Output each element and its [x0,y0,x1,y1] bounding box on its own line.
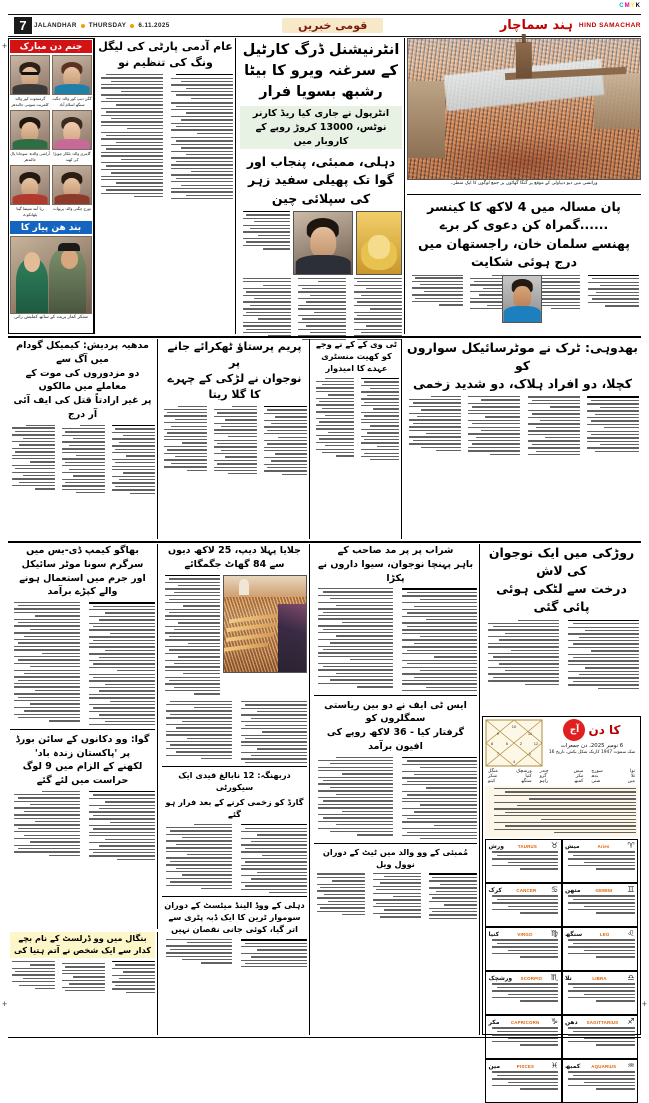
zodiac-name-ur: میش [565,842,580,850]
separator-dot-icon [130,24,134,28]
birthday-kid [52,55,92,108]
brand-english: HIND SAMACHAR [578,22,641,29]
libra-icon: ♎ [627,973,635,983]
svg-text:11: 11 [527,731,533,736]
sidebar-birthday-panel [8,38,94,334]
birthday-kid [10,165,50,218]
tv-vijay-headline: ٹی وی کے کے نے وجے کو کھیت منسٹری عہدے کا امیدوار [316,339,397,373]
zodiac-cell[interactable] [562,927,639,971]
odisha-headline-2: نوجوان نے لڑکی کے چہرے کا گلا ریتا [167,371,302,401]
mp-headline-1: مدھیہ پردیش: کیمیکل گودام میں آگ سے [16,340,149,365]
zodiac-name-en: CAPRICORN [510,1019,540,1025]
darbhanga-body [162,824,307,892]
planet-label: شکر [488,774,497,779]
planet-label: منگل [488,769,498,774]
roorkee-story [482,544,641,714]
svg-text:6: 6 [505,741,509,746]
astro-date: 6 نومبر 2025، دن جمعرات [560,743,624,749]
goa-headline-1: گوا: وو دکانوں کے سائن بورڈ پر 'پاکستان زندہ باد' [15,733,150,759]
crop-mark-right-bottom: + [641,999,647,1009]
stf-headline-1: ایس ٹی ایف نے دو بین ریاستی سمگلروں کو [324,699,467,725]
virgo-icon: ♍ [550,929,558,939]
svg-text:8: 8 [490,741,494,746]
planet-value: سنگھ [520,779,532,784]
planet-row [537,779,587,784]
publication-city: JALANDHAR [34,22,77,29]
publication-weekday: THURSDAY [88,22,127,29]
section-label-wrap [170,18,496,33]
pisces-icon: ♓ [550,1061,558,1071]
cmyk-c: C [619,3,625,9]
salman-headline-1: پان مسالہ میں 4 لاکھ کا کینسر ......گمراہ کن دعوی کر برے [427,199,621,233]
zodiac-cell[interactable] [562,839,639,883]
kid-caption: آراشی والدہ: سوجاتا پال جالندھر [10,151,50,163]
deepawali-headline: جلایا پہلا دیپ، 25 لاکھ دیوں سے 84 گھاٹ جگمگائے [168,545,301,570]
kid-caption: تورج چگتی والد: پربھات [53,206,91,212]
deepawali-body-b [162,701,307,763]
goa-body [10,791,155,859]
odisha-story [160,339,310,539]
zodiac-name-ur: متھن [565,886,581,894]
lead-secondary-photo [356,211,402,275]
crop-mark-left-bottom: + [2,999,8,1009]
kid-photo [52,110,92,150]
planet-label: راہو [539,779,549,784]
tv-vijay-body [314,378,399,460]
birthday-kid [10,110,50,163]
zodiac-name-ur: تلا [565,974,572,982]
party-body [98,74,233,201]
astrology-panel [482,716,641,1071]
bengal-body [10,961,155,993]
zodiac-cell[interactable] [485,839,562,883]
birthday-bar: جنم دن مبارک [10,40,92,53]
kid-photo [52,165,92,205]
planet-value: مین [627,779,635,784]
bhago-headline-2: اور جرم میں استعمال ہونے والے کپڑے برآمد [19,572,146,598]
brand-urdu: ہند سماچار [499,18,573,33]
mp-headline-3: پر غیر ارادتاً قتل کی ایف آئی آر درج [13,395,152,420]
cancer-icon: ♋ [550,885,558,895]
zodiac-name-ur: ورش [488,842,504,850]
mumbai-test-headline: مُمبئی کے وو والد میں ٹیٹ کے دوران نوول ویل [322,846,469,869]
zodiac-name-ur: مکر [488,1018,500,1026]
sharab-headline-1: شراب پر پر مد صاحب کے [337,545,454,556]
taurus-icon: ♉ [550,841,558,851]
lower-mid-right-column [312,544,480,1035]
cmyk-registration [619,3,641,9]
planet-label: کیتو [488,779,496,784]
darbhanga-headline-2: گارڈ کو زخمی کرنے کے بعد فرار ہو گئے [165,797,304,819]
bhadohi-headline-1: بھدوہی: ٹرک نے موٹرسائیکل سواروں کو [407,340,638,374]
odisha-body [162,406,307,474]
zodiac-cell[interactable] [562,971,639,1015]
zodiac-name-ur: کمبھ [565,1062,581,1070]
planet-value: توا [630,769,635,774]
deepawali-body-a [162,575,220,698]
brand-block [496,18,641,33]
kid-photo [52,55,92,95]
darbhanga-headline-1: دربھنگہ: 12 نابالغ قیدی ایک سیکورٹی [178,770,291,793]
zodiac-name-en: SAGITTARIUS [586,1019,619,1025]
planet-label: سورج [591,769,603,774]
planet-value: تلا [630,774,635,779]
mp-body [10,425,155,493]
planet-row [588,779,638,784]
kid-photo [10,110,50,150]
zodiac-name-en: CANCER [516,887,537,893]
bhago-body [10,602,155,725]
lead-body-b [240,278,402,342]
svg-text:9: 9 [496,731,500,736]
dev-deepawali-story [160,544,310,1035]
crowd-photo-caption: ورانسی میں دیو دیپاولی کے موقع پر گنگا گھاٹوں پر جمع لوگوں کا ایک منظر۔ [450,181,598,186]
masthead [8,14,641,37]
lead-body-a [240,211,290,253]
kid-caption: ریا آنند منیشا گپتا پٹھانکوٹ [16,206,44,218]
svg-text:4: 4 [512,759,516,764]
kid-photo [10,55,50,95]
zodiac-name-ur: کنیا [488,930,500,938]
planet-label: شنی [591,779,601,784]
birthday-kid [10,55,50,108]
zodiac-name-en: Aries [597,843,610,849]
panchang-text [485,786,638,837]
sharab-body [314,588,477,690]
publication-date: 6.11.2025 [138,22,170,29]
mumbai-train-body [162,939,307,967]
svg-text:2: 2 [519,741,523,746]
bhadohi-story [404,339,641,539]
lead-headline-1: انٹرنیشنل ڈرگ کارٹیل کے سرغنہ ویرو کا بیٹا رشبھ بسویا فرار [242,42,400,101]
astro-badge: آج [563,719,585,741]
planet-value: کمبھ [574,779,584,784]
zodiac-name-ur: سنگھ [565,930,583,938]
svg-text:10: 10 [511,724,517,729]
planet-table [485,769,638,784]
zodiac-name-en: VIRGO [517,931,533,937]
zodiac-name-en: LIBRA [592,975,607,981]
roorkee-body [484,620,639,688]
zodiac-name-en: PISCES [516,1063,535,1069]
zodiac-cell[interactable] [485,971,562,1015]
leo-icon: ♌ [627,929,635,939]
cmyk-y: Y [630,3,636,9]
zodiac-name-ur: مین [488,1062,501,1070]
planet-value: میش [573,769,584,774]
masthead-meta [34,22,170,29]
capricorn-icon: ♑ [550,1017,558,1027]
mp-headline-2: دو مزدوروں کی موت کے معاملے میں مالکوں [25,367,140,393]
svg-text:7: 7 [496,751,500,756]
salman-story [407,197,641,334]
zodiac-name-en: AQUARIUS [591,1063,617,1069]
deepawali-photo [223,575,307,673]
planet-label: چندر [539,769,549,774]
stf-headline-2: گرفتار کیا - 36 لاکھ روپے کی افیون برآمد [326,727,465,752]
kid-caption: گگن دیپ کور والد: جگت سنگھ اسلام آباد [52,96,92,108]
zodiac-name-ur: کرک [488,886,502,894]
birthday-kid [52,110,92,163]
birthday-photo-grid [10,55,92,218]
mp-fire-story [8,339,158,539]
sharab-headline-2: باہر پہنچا نوجوان، سیوا داروں نے پکڑا [317,558,474,584]
crop-mark-left: + [2,41,8,51]
zodiac-cell[interactable] [562,883,639,927]
mumbai-train-headline: دہلی کے ووڈ الینڈ میٹسٹ کے دوران سوموار ٹرین کا ایک ڈبہ پٹری سے اتر گیا، کوئی جانی نقصان نہیں [164,900,305,935]
gemini-icon: ♊ [627,885,635,895]
aquarius-icon: ♒ [627,1061,635,1071]
separator-dot-icon-2 [81,24,85,28]
roorkee-headline-1: روڑکی میں ایک نوجوان کی لاش [488,545,635,579]
couple-photo [10,236,92,314]
roorkee-headline-2: درخت سے لٹکی ہوئی پائی گئی [496,581,627,615]
party-story [96,38,236,334]
bengal-story [8,932,158,1035]
astro-logo-text: کا دن [588,723,621,737]
page-number: 7 [14,17,32,34]
love-bar: بند ھن پیار کا [10,221,92,234]
zodiac-cell[interactable] [562,1059,639,1103]
planet-value: کنیا [525,774,532,779]
birthday-kid [52,165,92,218]
lead-headline-highlight: انٹرپول نے جاری کیا ریڈ کارنر نوٹس، 13000 کروڑ روپے کے کاروبار میں [240,106,402,149]
crowd-photo [407,38,641,180]
zodiac-name-en: SCORPIO [520,975,543,981]
bengal-headline: بنگال میں وو ڈرلسٹ کے نام بچے کدار سے ایک شخص نے آتم ہتیا کی [10,932,155,958]
cmyk-m: M [624,3,631,9]
bhadohi-headline-2: کچلا، دو افراد ہلاک، دو شدید زخمی [413,376,632,392]
zodiac-cell[interactable] [485,883,562,927]
kid-photo [10,165,50,205]
bhago-headline-1: بھاگو کیمپ ڈی-یس میں سرگرم سونا موٹر سائیکل [21,545,144,570]
planet-value: ورشچک [516,769,532,774]
odisha-headline-1: پریم پرستاؤ ٹھکرائے جانے پر [167,340,302,369]
stf-body [314,757,477,839]
astro-panchang-title: شک سموت 1947 کارتک شکل پکش، تاریخ 16 [548,750,636,755]
section-label: قومی خبریں [282,18,383,33]
bhadohi-body [406,396,639,454]
mumbai-test-body [314,873,477,919]
party-headline: عام آدمی پارٹی کی لیگل ونگ کی تنظیم نو [98,40,233,69]
salman-portrait-photo [502,275,542,323]
astrology-masthead [546,719,638,741]
sagittarius-icon: ♐ [627,1017,635,1027]
zodiac-name-en: TAURUS [517,843,537,849]
kundli-chart [485,719,543,767]
planet-row [485,779,535,784]
couple-caption: شنکر کمار پریت کے ساتھ کملیش رانی [14,315,88,321]
aries-icon: ♈ [627,841,635,851]
svg-text:12: 12 [533,741,539,746]
cmyk-k: K [635,3,641,9]
lead-headline-3: دہلی، ممبئی، پنجاب اور گوا تک پھیلی سفید زہر کی سپلائی چین [246,154,396,206]
tv-vijay-story [312,339,402,539]
lower-left-column [8,544,158,929]
planet-value: مکر [575,774,584,779]
svg-text:1: 1 [528,751,532,756]
zodiac-name-ur: ورشچک [488,974,513,982]
salman-headline-2: پھنسے سلمان خان، راجستھان میں درج ہوئی شکایت [418,236,630,270]
scorpio-icon: ♏ [550,973,558,983]
zodiac-name-en: GEMINI [595,887,613,893]
zodiac-grid [485,839,638,1103]
planet-label: بدھ [591,774,599,779]
kid-caption: گایتری والد: بلکار چوپڑا کی کھنہ [53,151,91,163]
goa-headline-2: لکھنے کے الزام میں 9 لوگ حراست میں لئے گئے [22,761,143,787]
zodiac-name-en: LEO [599,931,610,937]
lead-portrait-photo [293,211,353,275]
crowd-photo-block [407,38,641,193]
planet-label: گرو [539,774,547,779]
kid-caption: گرمنجوت کور والد: کلمریت سوہی جالندھر [11,96,49,108]
zodiac-name-ur: دھن [565,1018,578,1026]
zodiac-cell[interactable] [485,1059,562,1103]
lead-story [238,38,405,334]
zodiac-cell[interactable] [485,927,562,971]
